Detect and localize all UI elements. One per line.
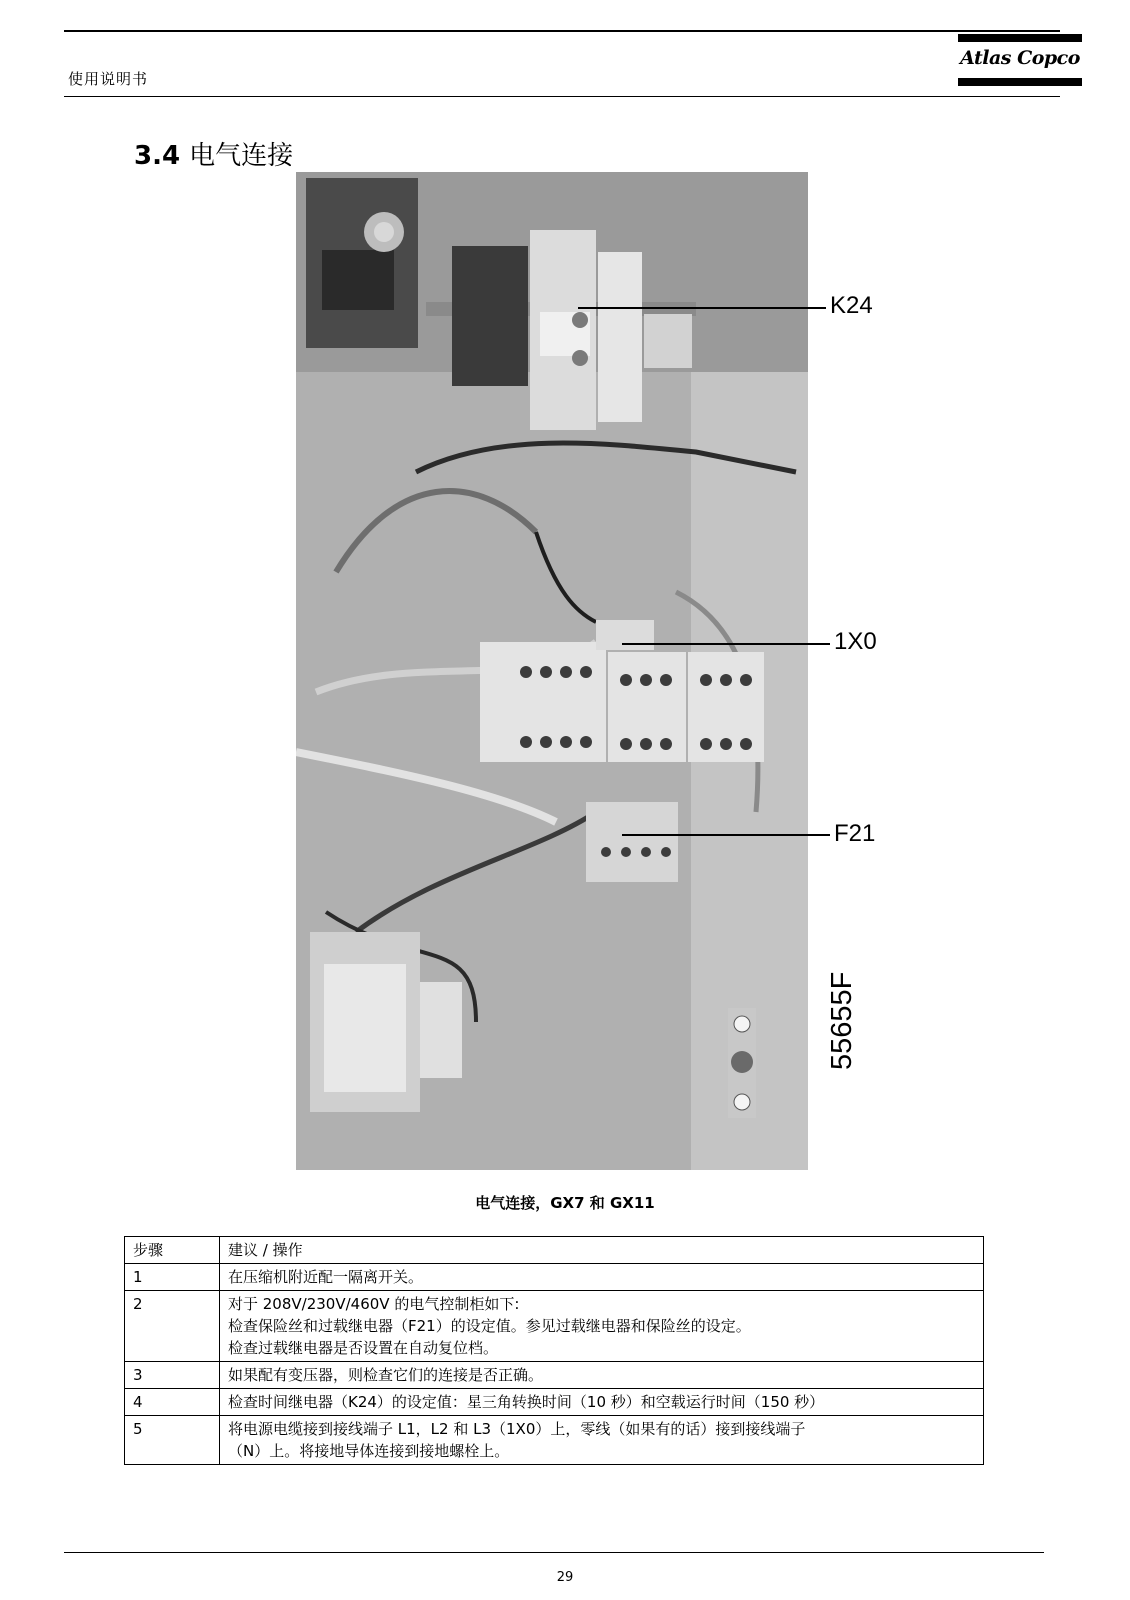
table-header-row — [125, 1237, 984, 1264]
step-action — [220, 1362, 984, 1389]
table-row — [125, 1264, 984, 1291]
electrical-cabinet-photo — [296, 172, 808, 1170]
step-action — [220, 1291, 984, 1362]
step-number: 1 — [125, 1264, 220, 1291]
x0-callout-label: 1X0 — [834, 628, 877, 655]
document-label: 使用说明书 — [68, 70, 149, 88]
header-top-rule — [64, 30, 1060, 32]
step-number: 5 — [125, 1416, 220, 1465]
f21-callout-line — [622, 834, 830, 836]
action-line: 对于 208V/230V/460V 的电气控制柜如下: — [228, 1295, 520, 1313]
header-step: 步骤 — [125, 1237, 220, 1264]
action-line: 检查过载继电器是否设置在自动复位档。 — [228, 1339, 499, 1357]
step-number: 4 — [125, 1389, 220, 1416]
k24-callout-line — [578, 307, 826, 309]
header-action: 建议 / 操作 — [220, 1237, 984, 1264]
section-title — [134, 135, 293, 172]
table-row — [125, 1389, 984, 1416]
section-number: 3.4 — [134, 141, 181, 171]
steps-table — [124, 1236, 984, 1465]
page-number: 29 — [556, 1570, 574, 1585]
section-name: 电气连接 — [189, 141, 294, 171]
action-line: 检查保险丝和过载继电器（F21）的设定值。参见过载继电器和保险丝的设定。 — [228, 1317, 751, 1335]
step-number: 3 — [125, 1362, 220, 1389]
figure-caption: 电气连接，GX7 和 GX11 — [475, 1194, 655, 1212]
figure-code: 55655F — [826, 971, 858, 1070]
footer-rule — [64, 1552, 1044, 1553]
table-row — [125, 1291, 984, 1362]
step-action — [220, 1416, 984, 1465]
table-row — [125, 1416, 984, 1465]
action-line: 如果配有变压器，则检查它们的连接是否正确。 — [228, 1366, 544, 1384]
action-line: （N）上。将接地导体连接到接地螺栓上。 — [228, 1442, 510, 1460]
f21-callout-label: F21 — [834, 820, 876, 847]
action-line: 将电源电缆接到接线端子 L1，L2 和 L3（1X0）上，零线（如果有的话）接到接线端子 — [228, 1420, 806, 1438]
step-number: 2 — [125, 1291, 220, 1362]
table-row — [125, 1362, 984, 1389]
action-line: 检查时间继电器（K24）的设定值：星三角转换时间（10 秒）和空载运行时间（150 秒） — [228, 1393, 825, 1411]
atlas-copco-logo: Atlas Copco — [958, 34, 1082, 92]
x0-callout-line — [622, 643, 830, 645]
step-action — [220, 1389, 984, 1416]
step-action — [220, 1264, 984, 1291]
header-bottom-rule — [64, 96, 1060, 97]
k24-callout-label: K24 — [830, 292, 873, 319]
action-line: 在压缩机附近配一隔离开关。 — [228, 1268, 424, 1286]
